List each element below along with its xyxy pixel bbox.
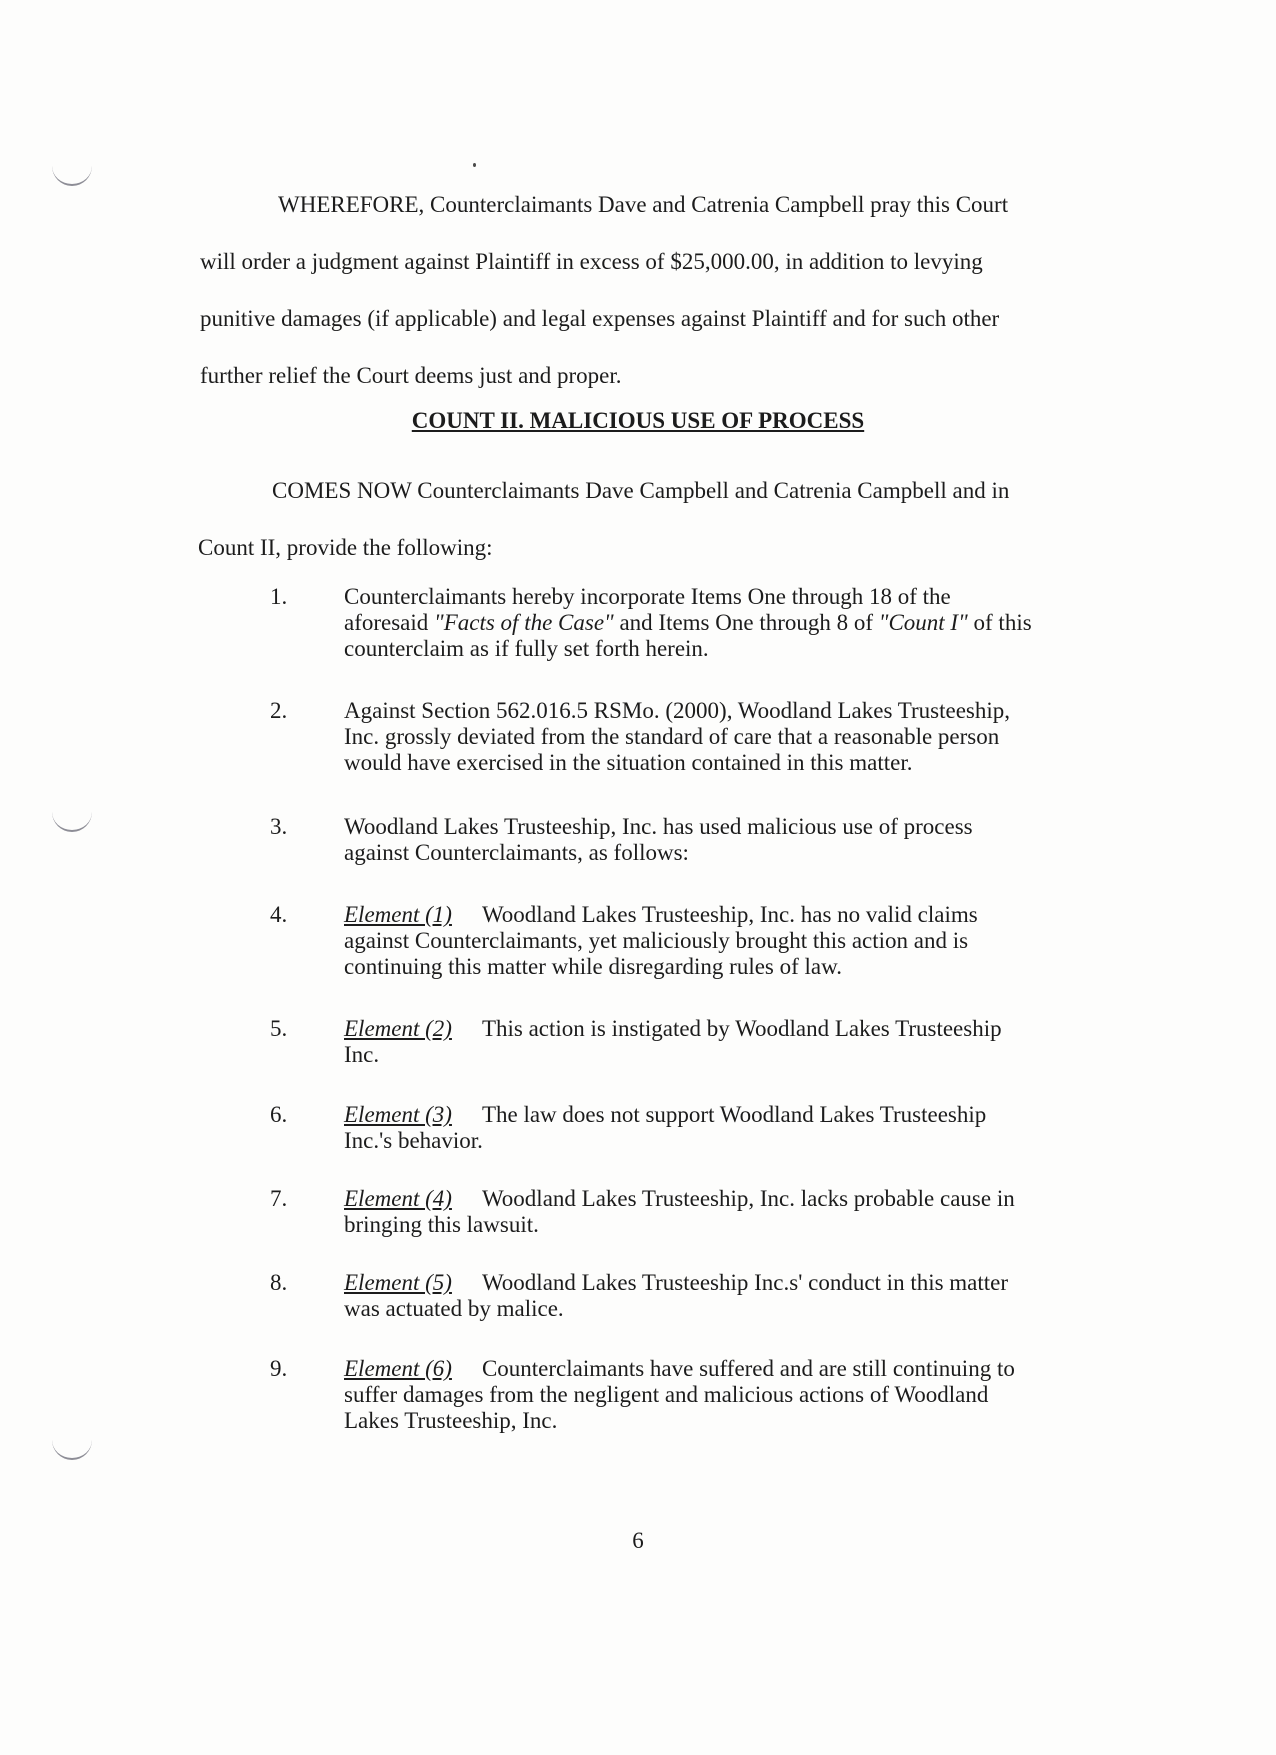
element-label: Element (3): [344, 1102, 452, 1127]
item-text: Woodland Lakes Trusteeship, Inc. lacks probable cause in: [481, 1186, 1015, 1211]
item-line: [344, 1356, 1124, 1382]
item-line: would have exercised in the situation contained in this matter.: [344, 750, 913, 775]
wherefore-line: punitive damages (if applicable) and legal expenses against Plaintiff and for such other: [200, 306, 1000, 331]
element-label: Element (5): [344, 1270, 452, 1295]
wherefore-paragraph: [200, 176, 1008, 404]
page-number: 6: [632, 1528, 644, 1553]
item-number: 7.: [270, 1186, 288, 1211]
item-text: This action is instigated by Woodland Lakes Trusteeship: [481, 1016, 1002, 1041]
item-number: 3.: [270, 814, 288, 839]
comes-now-line: COMES NOW Counterclaimants Dave Campbell and Catrenia Campbell and in: [272, 478, 1010, 503]
item-line: suffer damages from the negligent and malicious actions of Woodland: [344, 1382, 989, 1407]
item-line: continuing this matter while disregarding rules of law.: [344, 954, 843, 979]
item-line: [344, 1270, 1124, 1296]
element-label: Element (4): [344, 1186, 452, 1211]
item-number: 4.: [270, 902, 288, 927]
comes-now-paragraph: [198, 462, 1009, 576]
wherefore-line: further relief the Court deems just and proper.: [200, 363, 622, 388]
item-line: against Counterclaimants, yet maliciously brought this action and is: [344, 928, 969, 953]
item-line: [344, 902, 1124, 928]
scan-speck: [473, 163, 476, 167]
item-number: 1.: [270, 584, 288, 609]
item-line: Inc.: [344, 1042, 380, 1067]
wherefore-line: WHEREFORE, Counterclaimants Dave and Catrenia Campbell pray this Court: [278, 192, 1009, 217]
item-line: was actuated by malice.: [344, 1296, 564, 1321]
item-text: The law does not support Woodland Lakes Trusteeship: [481, 1102, 987, 1127]
element-label: Element (1): [344, 902, 452, 927]
item-number: 8.: [270, 1270, 288, 1295]
wherefore-line: will order a judgment against Plaintiff in excess of $25,000.00, in addition to levying: [200, 249, 983, 274]
item-text: Counterclaimants have suffered and are still continuing to: [481, 1356, 1015, 1381]
item-line: Lakes Trusteeship, Inc.: [344, 1408, 558, 1433]
item-line: Woodland Lakes Trusteeship, Inc. has used malicious use of process: [344, 814, 973, 839]
element-label: Element (2): [344, 1016, 452, 1041]
item-text: of this: [967, 610, 1032, 635]
element-label: Element (6): [344, 1356, 452, 1381]
item-line: Counterclaimants hereby incorporate Items One through 18 of the: [344, 584, 951, 609]
item-line: [344, 610, 1124, 636]
item-text: and Items One through 8 of: [613, 610, 879, 635]
item-line: counterclaim as if fully set forth herein.: [344, 636, 709, 661]
item-line: Inc.'s behavior.: [344, 1128, 483, 1153]
item-number: 9.: [270, 1356, 288, 1381]
item-line: [344, 1186, 1124, 1212]
punch-hole-bottom: [52, 1436, 92, 1460]
facts-of-the-case-reference: "Facts of the Case": [434, 610, 614, 635]
punch-hole-middle: [52, 808, 92, 832]
item-line: [344, 1102, 1124, 1128]
item-text: Woodland Lakes Trusteeship, Inc. has no valid claims: [481, 902, 978, 927]
item-line: bringing this lawsuit.: [344, 1212, 539, 1237]
count-i-reference: "Count I": [878, 610, 968, 635]
item-line: Against Section 562.016.5 RSMo. (2000), Woodland Lakes Trusteeship,: [344, 698, 1010, 723]
item-line: Inc. grossly deviated from the standard of care that a reasonable person: [344, 724, 1000, 749]
item-text: Woodland Lakes Trusteeship Inc.s' conduct in this matter: [481, 1270, 1009, 1295]
count-heading: COUNT II. MALICIOUS USE OF PROCESS: [411, 408, 865, 433]
punch-hole-top: [52, 162, 92, 186]
item-line: against Counterclaimants, as follows:: [344, 840, 689, 865]
item-number: 2.: [270, 698, 288, 723]
item-number: 6.: [270, 1102, 288, 1127]
comes-now-line: Count II, provide the following:: [198, 535, 493, 560]
item-text: aforesaid: [344, 610, 435, 635]
item-number: 5.: [270, 1016, 288, 1041]
item-line: [344, 1016, 1124, 1042]
